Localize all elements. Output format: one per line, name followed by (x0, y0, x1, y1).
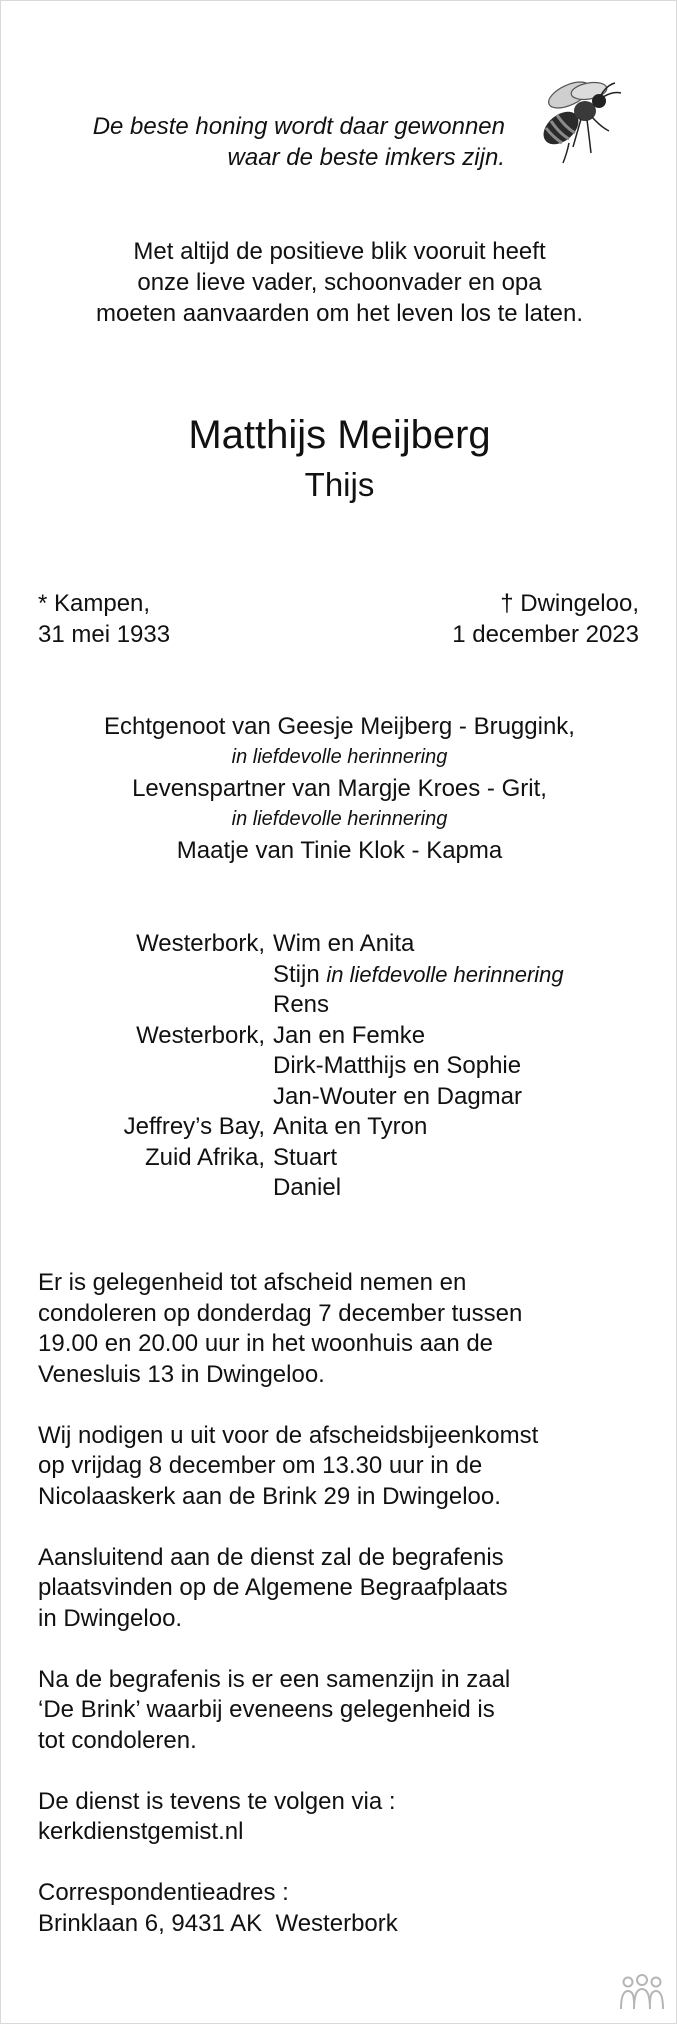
family-place (1, 1082, 273, 1113)
intro-line: Met altijd de positieve blik vooruit heeft (133, 238, 546, 265)
info-paragraph-ceremony (38, 1421, 638, 1513)
info-line: kerkdienstgemist.nl (38, 1818, 244, 1845)
family-names (273, 1173, 677, 1204)
family-place: Westerbork, (136, 1021, 265, 1049)
death-info (452, 588, 639, 650)
info-line: condoleren op donderdag 7 december tussen (38, 1299, 523, 1327)
deceased-nickname: Thijs (304, 466, 375, 503)
birth-date: 31 mei 1933 (38, 621, 171, 648)
spouse-line: Maatje van Tinie Klok - Kapma (176, 837, 503, 864)
family-member: Anita en Tyron (273, 1113, 428, 1140)
deceased-name: Matthijs Meijberg (188, 413, 491, 457)
family-row (1, 960, 677, 991)
family-row (1, 1173, 677, 1204)
practical-info (38, 1268, 638, 1970)
spouse-line: Levenspartner van Margje Kroes - Grit, (132, 775, 547, 802)
family-place: Jeffrey’s Bay, (123, 1113, 265, 1140)
motto-line: De beste honing wordt daar gewonnen (92, 113, 505, 140)
family-place (1, 990, 273, 1021)
family-row (1, 1143, 677, 1174)
bee-icon (529, 73, 629, 169)
info-line: Brinklaan 6, 9431 AK Westerbork (38, 1909, 398, 1937)
info-paragraph-address (38, 1878, 638, 1939)
family-row (1, 1051, 677, 1082)
info-paragraph-burial (38, 1543, 638, 1635)
death-date: 1 december 2023 (452, 621, 639, 648)
info-line: Nicolaaskerk aan de Brink 29 in Dwingeloo. (38, 1482, 501, 1510)
family-names (273, 1082, 677, 1113)
info-line: op vrijdag 8 december om 13.30 uur in de (38, 1452, 483, 1479)
family-list (1, 929, 677, 1204)
info-line: Aansluitend aan de dienst zal de begrafenis (38, 1543, 504, 1571)
spouses-block (1, 711, 677, 866)
family-names (273, 990, 677, 1021)
info-line: Wij nodigen u uit voor de afscheidsbijeenkomst (38, 1421, 539, 1449)
family-names (273, 1051, 677, 1082)
family-place (1, 1051, 273, 1082)
death-place: † Dwingeloo, (500, 590, 639, 617)
family-place (1, 960, 273, 991)
family-row (1, 1082, 677, 1113)
family-member: Stuart (273, 1143, 338, 1171)
family-row (1, 1021, 677, 1052)
family-names (273, 1021, 677, 1052)
family-member: Jan en Femke (273, 1021, 426, 1049)
family-names (273, 929, 677, 960)
info-line: tot condoleren. (38, 1726, 197, 1754)
family-member: Dirk-Matthijs en Sophie (273, 1052, 522, 1079)
family-member: Daniel (273, 1174, 342, 1201)
intro-line: moeten aanvaarden om het leven los te laten. (96, 300, 583, 327)
info-paragraph-gathering (38, 1665, 638, 1757)
spouse-note: in liefdevolle herinnering (231, 746, 448, 768)
family-member: Wim en Anita (273, 930, 415, 957)
spouse-line: Echtgenoot van Geesje Meijberg - Bruggink, (104, 713, 575, 740)
intro-line: onze lieve vader, schoonvader en opa (137, 269, 542, 296)
info-line: De dienst is tevens te volgen via : (38, 1787, 396, 1815)
birth-place: * Kampen, (38, 590, 151, 617)
family-member: Jan-Wouter en Dagmar (273, 1082, 522, 1110)
info-line: in Dwingeloo. (38, 1604, 183, 1632)
motto-line: waar de beste imkers zijn. (227, 144, 505, 171)
family-row (1, 1112, 677, 1143)
family-row (1, 929, 677, 960)
family-row (1, 990, 677, 1021)
family-names (273, 1112, 677, 1143)
info-line: ‘De Brink’ waarbij eveneens gelegenheid is (38, 1696, 495, 1723)
motto (41, 111, 505, 173)
info-paragraph-farewell (38, 1268, 638, 1390)
family-member: Stijn (273, 960, 320, 988)
people-group-icon (618, 1973, 666, 2013)
family-member-note: in liefdevolle herinnering (326, 961, 564, 987)
family-names (273, 1143, 677, 1174)
info-line: Correspondentieadres : (38, 1879, 289, 1906)
family-place: Zuid Afrika, (144, 1143, 265, 1171)
spouse-note: in liefdevolle herinnering (231, 808, 448, 830)
info-line: Na de begrafenis is er een samenzijn in zaal (38, 1665, 511, 1693)
info-line: Er is gelegenheid tot afscheid nemen en (38, 1269, 467, 1296)
birth-info (38, 588, 170, 650)
info-line: Venesluis 13 in Dwingeloo. (38, 1360, 325, 1388)
info-paragraph-stream (38, 1787, 638, 1848)
family-member: Rens (273, 991, 330, 1018)
info-line: 19.00 en 20.00 uur in het woonhuis aan de (38, 1330, 494, 1357)
info-line: plaatsvinden op de Algemene Begraafplaats (38, 1574, 508, 1601)
family-place (1, 1173, 273, 1204)
family-place: Westerbork, (136, 930, 265, 957)
intro-text (1, 236, 677, 329)
family-names (273, 960, 677, 991)
